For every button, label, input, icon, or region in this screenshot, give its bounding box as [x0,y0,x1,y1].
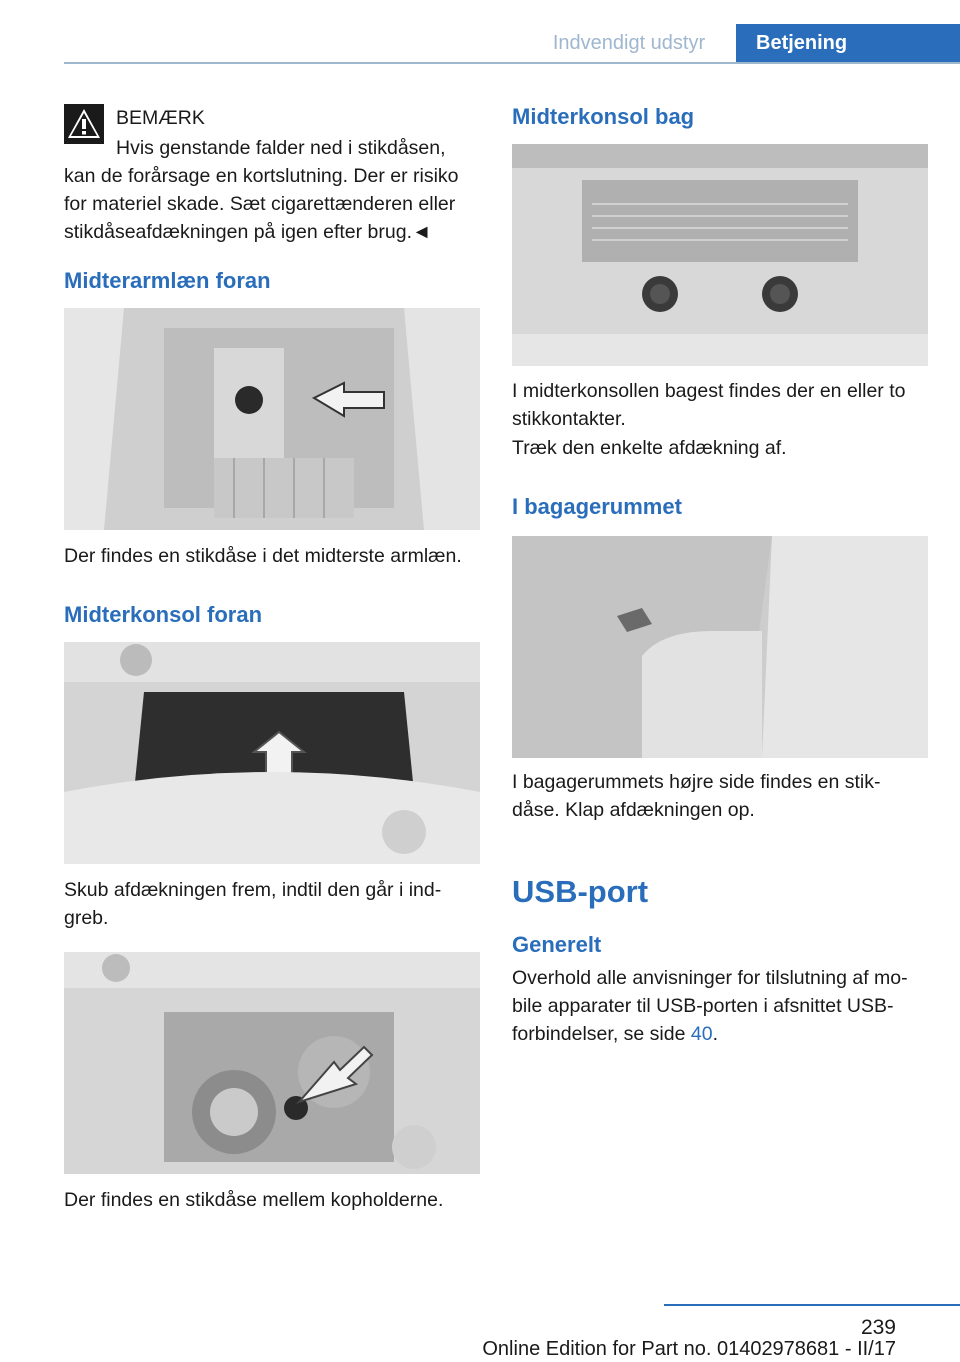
header-divider [64,62,960,64]
page-number: 239 [860,1316,896,1339]
text-trunk-line1: I bagagerummets højre side findes en stik- [512,771,881,793]
text-rear-console-instruction: Træk den enkelte afdækning af. [512,437,787,459]
footer-divider [664,1304,960,1306]
text-trunk-line2: dåse. Klap afdækningen op. [512,799,755,821]
photo-trunk [512,536,928,758]
photo-cupholders [64,952,480,1174]
warning-text-line2: kan de forårsage en kortslutning. Der er risiko [64,165,459,187]
text-rear-console-line1: I midterkonsollen bagest findes der en eller to [512,380,906,402]
text-rear-console-line2: stikkontakter. [512,408,626,430]
warning-triangle-icon [64,104,104,144]
text-usb-line3 [512,1020,718,1048]
heading-usb-port: USB-port [512,874,649,909]
photo-front-armrest [64,308,480,530]
text-front-console-line1: Skub afdækningen frem, indtil den går i ind- [64,879,442,901]
photo-front-console [64,642,480,864]
text-front-armrest: Der findes en stikdåse i det midterste armlæn. [64,545,462,567]
text-front-console-line2: greb. [64,907,109,929]
text-cupholders: Der findes en stikdåse mellem kopholderne. [64,1189,444,1211]
page-link-40[interactable]: 40 [690,1023,713,1045]
heading-front-armrest: Midterarmlæn foran [64,268,271,293]
heading-front-console: Midterkonsol foran [64,602,263,627]
warning-text-line1: Hvis genstande falder ned i stikdåsen, [116,137,446,159]
subheading-general: Generelt [512,932,602,957]
photo-rear-console [512,144,928,366]
warning-text-line3: for materiel skade. Sæt cigarettænderen eller [64,193,456,215]
heading-trunk: I bagagerummet [512,494,682,519]
text-usb-line1: Overhold alle anvisninger for tilslutning af mo- [512,967,908,989]
tab-section-indvendigt-udstyr[interactable]: Indvendigt udstyr [552,32,706,54]
warning-text-line4: stikdåseafdækningen på igen efter brug.◄ [64,221,432,243]
edition-text: Online Edition for Part no. 01402978681 - II/17 [482,1338,896,1360]
text-usb-line3-prefix: forbindelser, se side [512,1023,691,1045]
text-usb-line3-suffix: . [712,1023,718,1045]
warning-title: BEMÆRK [116,107,205,129]
tab-chapter-betjening[interactable]: Betjening [736,24,960,62]
heading-rear-console: Midterkonsol bag [512,104,695,129]
text-usb-line2: bile apparater til USB-porten i afsnittet USB- [512,995,894,1017]
